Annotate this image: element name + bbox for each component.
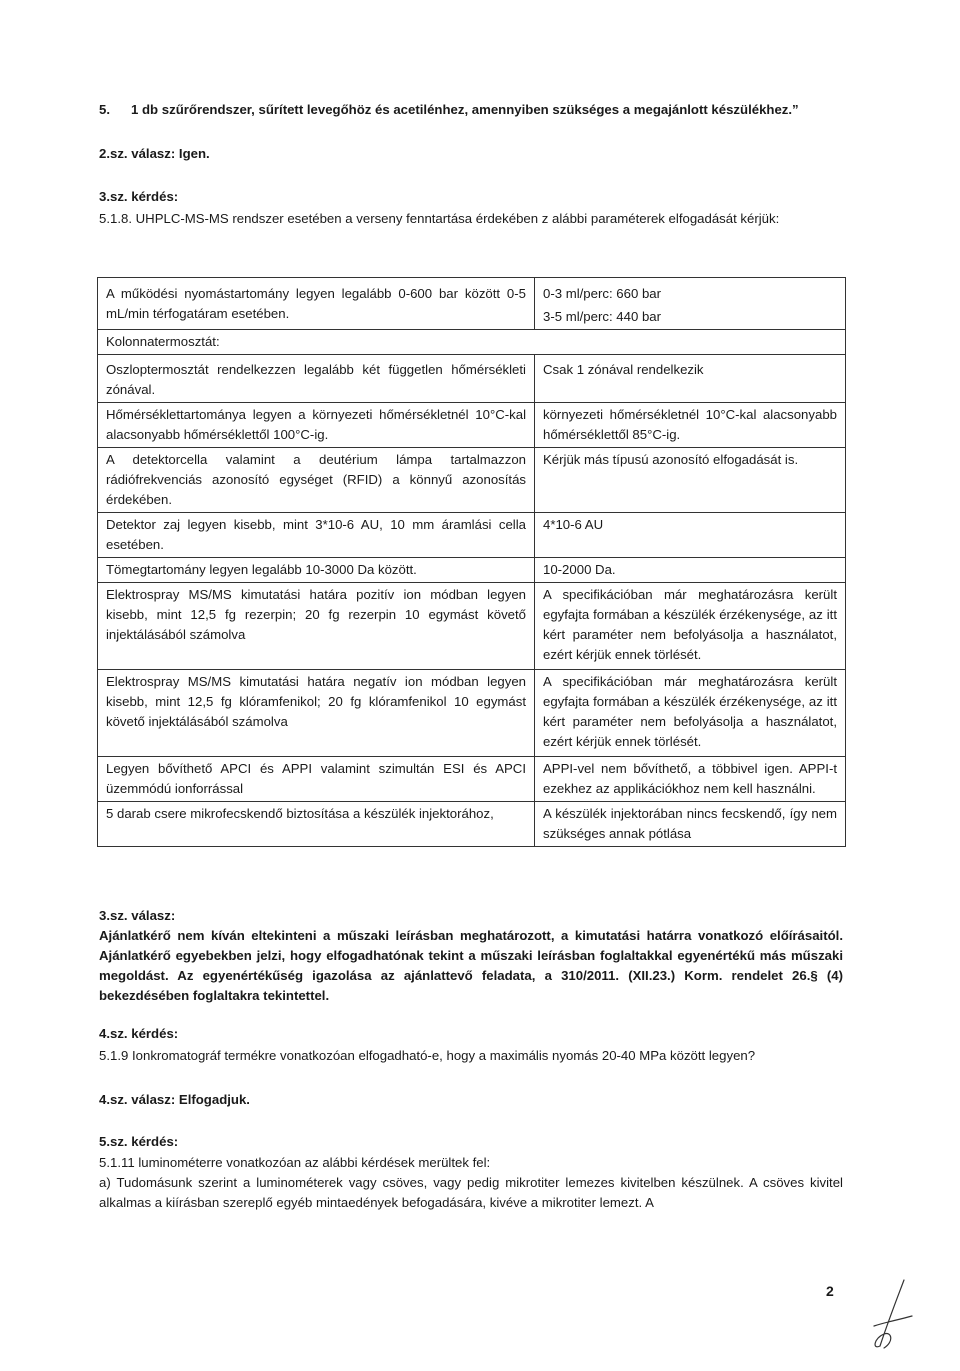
list-item-number: 5. (99, 102, 110, 117)
table-cell-requirement: 5 darab csere mikrofecskendő biztosítása a készülék injektorához, (98, 802, 535, 847)
table-cell-offer: APPI-vel nem bővíthető, a többivel igen. APPI-t ezekhez az applikációkhoz nem kell használni. (535, 757, 846, 802)
table-row (98, 403, 846, 448)
table-cell-requirement: Detektor zaj legyen kisebb, mint 3*10-6 AU, 10 mm áramlási cella esetében. (98, 513, 535, 558)
spec-table (97, 277, 846, 847)
table-row (98, 278, 846, 330)
table-row (98, 513, 846, 558)
table-cell-offer: A készülék injektorában nincs fecskendő, így nem szükséges annak pótlása (535, 802, 846, 847)
table-cell-offer: környezeti hőmérsékletnél 10°C-kal alacsonyabb hőmérséklettől 85°C-ig. (535, 403, 846, 448)
question-5-heading: 5.sz. kérdés: (99, 1134, 179, 1149)
table-row (98, 355, 846, 403)
table-row (98, 670, 846, 757)
answer-2: 2.sz. válasz: Igen. (99, 146, 210, 161)
table-cell-requirement: Oszloptermosztát rendelkezzen legalább két független hőmérsékleti zónával. (98, 355, 535, 403)
table-cell-requirement: A működési nyomástartomány legyen legalább 0-600 bar között 0-5 mL/min térfogatáram esetében. (98, 278, 535, 330)
handwritten-initials (868, 1276, 918, 1356)
answer-4: 4.sz. válasz: Elfogadjuk. (99, 1092, 250, 1107)
table-cell-offer: A specifikációban már meghatározásra került egyfajta formában a készülék érzékenysége, az itt kért paraméter nem befolyásolja a használatot, ezért kérjük ennek törlését. (535, 670, 846, 757)
table-cell-requirement: A detektorcella valamint a deutérium lámpa tartalmazzon rádiófrekvenciás azonosító egységet (RFID) a könnyű azonosítás érdekében. (98, 448, 535, 513)
table-cell-offer: 4*10-6 AU (535, 513, 846, 558)
table-cell-requirement: Elektrospray MS/MS kimutatási határa negatív ion módban legyen kisebb, mint 12,5 fg klóramfenikol; 20 fg klóramfenikol 10 egymást követő injektálásából számolva (98, 670, 535, 757)
offer-line: 0-3 ml/perc: 660 bar (543, 286, 662, 301)
table-cell-offer: Csak 1 zónával rendelkezik (535, 355, 846, 403)
list-item-5 (99, 100, 875, 120)
question-5-text: a) Tudomásunk szerint a luminométerek vagy csöves, vagy pedig mikrotiter lemezes kivitelben készülnek. A csöves kivitel alkalmas a kiírásban szereplő egyéb mintaedények befogadására, kivéve a mikrotiter lemezt. A (99, 1175, 843, 1210)
table-row (98, 802, 846, 847)
question-4-text: 5.1.9 Ionkromatográf termékre vonatkozóan elfogadható-e, hogy a maximális nyomás 20-40 MPa között legyen? (99, 1048, 756, 1063)
table-cell-requirement: Elektrospray MS/MS kimutatási határa pozitív ion módban legyen kisebb, mint 12,5 fg rezerpin; 20 fg rezerpin 10 egymást követő injektálásából számolva (98, 583, 535, 670)
table-row (98, 448, 846, 513)
table-cell-requirement: Legyen bővíthető APCI és APPI valamint szimultán ESI és APCI üzemmódú ionforrással (98, 757, 535, 802)
table-row (98, 583, 846, 670)
table-cell-offer (535, 278, 846, 330)
page-number: 2 (826, 1283, 834, 1299)
table-cell-section: Kolonnatermosztát: (98, 330, 846, 355)
question-4-heading: 4.sz. kérdés: (99, 1026, 179, 1041)
table-cell-requirement: Hőmérséklettartománya legyen a környezeti hőmérsékletnél 10°C-kal alacsonyabb hőmérséklettől 100°C-ig. (98, 403, 535, 448)
question-3-heading: 3.sz. kérdés: (99, 189, 179, 204)
answer-3-text: Ajánlatkérő nem kíván eltekinteni a műszaki leírásban meghatározott, a kimutatási határra vonatkozó előírásaitól. Ajánlatkérő egyebekben jelzi, hogy elfogadhatónak tekint a műszaki leírásban foglaltakkal egyenértékű más műszaki megoldást. Az egyenértékűség igazolása az ajánlattevő feladata, a 310/2011. (XII.23.) Korm. rendelet 26.§ (4) bekezdésében foglaltakra tekintettel. (99, 928, 843, 1003)
question-3-text: 5.1.8. UHPLC-MS-MS rendszer esetében a verseny fenntartása érdekében z alábbi paraméterek elfogadását kérjük: (99, 211, 780, 226)
table-row (98, 757, 846, 802)
table-cell-requirement: Tömegtartomány legyen legalább 10-3000 Da között. (98, 558, 535, 583)
list-item-text: 1 db szűrőrendszer, sűrített levegőhöz és acetilénhez, amennyiben szükséges a megajánlott készülékhez.” (131, 102, 799, 117)
table-cell-offer: Kérjük más típusú azonosító elfogadását is. (535, 448, 846, 513)
table-row (98, 330, 846, 355)
table-row (98, 558, 846, 583)
offer-line: 3-5 ml/perc: 440 bar (543, 309, 662, 324)
table-cell-offer: 10-2000 Da. (535, 558, 846, 583)
answer-3-heading: 3.sz. válasz: (99, 908, 176, 923)
question-5-line: 5.1.11 luminométerre vonatkozóan az alábbi kérdések merültek fel: (99, 1155, 491, 1170)
table-cell-offer: A specifikációban már meghatározásra került egyfajta formában a készülék érzékenysége, az itt kért paraméter nem befolyásolja a használatot, ezért kérjük ennek törlését. (535, 583, 846, 670)
